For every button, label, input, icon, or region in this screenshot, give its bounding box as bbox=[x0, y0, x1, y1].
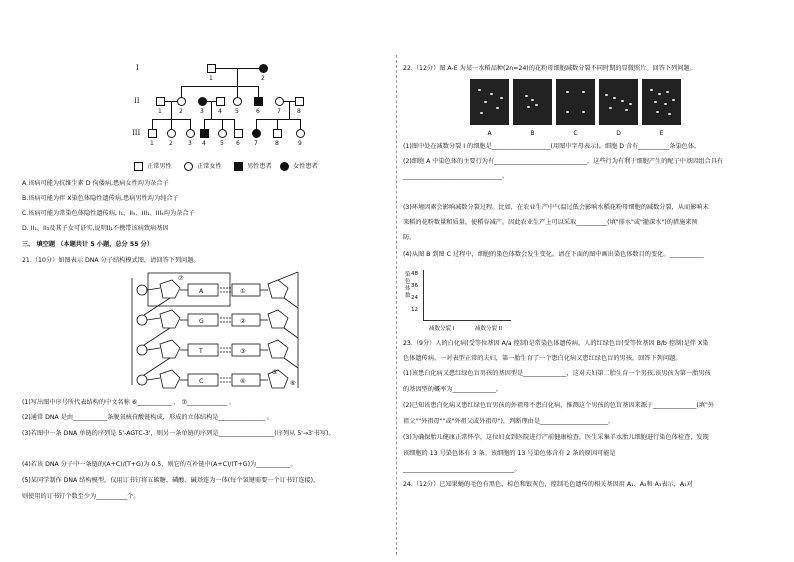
drop-line bbox=[300, 119, 301, 129]
q22-line: (2)细胞 A 中染色体的主要行为有______________________________，这些行为有利于细胞产生的配子中基因组合具有 bbox=[403, 158, 724, 165]
individual-number: 5 bbox=[220, 140, 224, 147]
normal-female-symbol bbox=[218, 129, 227, 138]
q23-line: (1)该患白化病又患红绿色盲男孩的基因型是______________，这对夫妇第二胎生育一个男孩,该男孩为第一胎男孩 bbox=[403, 370, 711, 377]
micrograph-label: D bbox=[616, 130, 621, 137]
drop-line bbox=[204, 119, 205, 129]
affected-female-symbol bbox=[252, 129, 261, 138]
descent-line bbox=[289, 101, 290, 119]
individual-number: 2 bbox=[261, 75, 265, 82]
sibship-line bbox=[181, 86, 259, 87]
affected-male-symbol bbox=[200, 129, 209, 138]
normal-female-symbol bbox=[177, 97, 186, 106]
section-heading: 三、 填空题 （本题共计 5 小题，总分 55 分） bbox=[22, 241, 154, 248]
option-a: A.该病可能为抗维生素 D 佝偻病,患病女性均为杂合子 bbox=[22, 180, 169, 187]
q21-line: (2)通常 DNA 是由___________条脱氧核苷酸链构成，形成的立体结构是_______________ 。 bbox=[22, 414, 274, 421]
normal-female-symbol bbox=[233, 97, 242, 106]
x-axis bbox=[423, 320, 511, 321]
descent-line bbox=[211, 101, 212, 119]
affected-male-symbol bbox=[254, 97, 263, 106]
sibship-line bbox=[204, 119, 234, 120]
drop-line bbox=[171, 119, 172, 129]
q23-line: 的基因型的概率为______________。 bbox=[403, 386, 502, 393]
normal-male-symbol bbox=[273, 129, 282, 138]
individual-number: 1 bbox=[209, 75, 213, 82]
normal-male-symbol bbox=[207, 64, 216, 73]
structure-number: ③ bbox=[240, 348, 246, 355]
drop-line bbox=[234, 119, 235, 129]
drop-line bbox=[237, 86, 238, 97]
chart-ylabel: 染色体数 bbox=[405, 272, 411, 299]
individual-number: 9 bbox=[298, 140, 302, 147]
descent-line bbox=[237, 68, 238, 86]
normal-male-symbol bbox=[216, 97, 225, 106]
y-axis bbox=[423, 270, 424, 320]
individual-number: 6 bbox=[236, 140, 240, 147]
generation-label: I bbox=[136, 64, 139, 72]
micrograph-label: A bbox=[487, 130, 492, 137]
base-label: T bbox=[199, 348, 203, 355]
dna-structure-diagram bbox=[120, 270, 320, 395]
legend-label: 男性患者 bbox=[247, 163, 272, 170]
individual-number: 4 bbox=[202, 140, 206, 147]
drop-line bbox=[258, 86, 259, 97]
drop-line bbox=[181, 86, 182, 97]
q22-line: (1)图中处在减数分裂 I 的细胞是___________________(用图中字母表示)。细胞 D 含有__________条染色体。 bbox=[403, 143, 701, 150]
q21-line: (1)写出图中序号所代表结构的中文名称 ⑥___________ 、 ⑦_____________ 。 bbox=[22, 399, 236, 406]
affected-male-symbol bbox=[234, 162, 243, 171]
option-d: D. II₁、II₃及其子女可证实,说明II₁不携带该病致病基因 bbox=[22, 225, 169, 232]
normal-female-symbol bbox=[184, 162, 193, 171]
q23-line: (3)为确保胎儿健康正常怀孕，这位妇女到医院进行产前健康检查，医生采集羊水胎儿细胞进行染色体检查，发现 bbox=[403, 434, 709, 441]
q22-line: (4)从图 B 到图 C 过程中，细胞的染色体数会发生变化。请在下面的图中画出染色体数目的变化。___________ bbox=[403, 251, 704, 258]
individual-number: 1 bbox=[150, 140, 154, 147]
normal-female-symbol bbox=[167, 129, 176, 138]
drop-line bbox=[152, 119, 153, 129]
micrograph-photo bbox=[599, 79, 638, 125]
structure-number: ⑦ bbox=[178, 275, 184, 282]
q22-line: ________________________________。 bbox=[403, 173, 509, 180]
micrograph-label: C bbox=[573, 130, 578, 137]
normal-male-symbol bbox=[295, 97, 304, 106]
structure-number: ⑤ bbox=[272, 369, 278, 376]
q24-line: 24.（12分）已知果蝇的毛色有黑色、棕色和银灰色，控制毛色遗传的相关基因用 A₁、A₂和 A₃表示，A₁对 bbox=[403, 481, 693, 488]
q23-line: 祖父""外祖母""或"外祖父或外祖母")，判断理由是______________________。 bbox=[403, 418, 615, 425]
affected-female-symbol bbox=[198, 97, 207, 106]
affected-female-symbol bbox=[280, 162, 289, 171]
sibship-line bbox=[256, 119, 300, 120]
generation-label: III bbox=[132, 129, 141, 137]
q22-line: (3)环境因素会影响减数分裂过程。比如，在农业生产中气温过低会影响水稻花粉母细胞的减数分裂，从而影响未 bbox=[403, 204, 709, 211]
micrograph-label: B bbox=[530, 130, 535, 137]
structure-number: ① bbox=[240, 288, 246, 295]
option-b: B.该病可能为伴 X染色体隐性遗传病,患病男性均为纯合子 bbox=[22, 195, 179, 202]
micrograph-photo bbox=[470, 79, 509, 125]
individual-number: 3 bbox=[188, 140, 192, 147]
q21-line: 则使用的订书钉个数至少为__________个。 bbox=[22, 493, 140, 500]
x-axis-label: 减数分裂 I bbox=[429, 326, 455, 332]
base-label: C bbox=[199, 378, 204, 385]
base-label: G bbox=[199, 318, 204, 325]
normal-female-symbol bbox=[296, 129, 305, 138]
normal-male-symbol bbox=[134, 162, 143, 171]
y-tick-label: 48 bbox=[411, 271, 418, 277]
q21-line: (4)若该 DNA 分子中一条链的(A+C)/(T+G)为 0.5，则它的互补链中(A+C)/(T+G)为___________。 bbox=[22, 461, 297, 468]
q23-line: 该细胞的 13 号染色体有 3 条。该细胞的 13 号染色体含有 2 条的原因可能是 bbox=[403, 450, 616, 457]
q21-line: (5)某同学制作 DNA 结构模型，仅用订书钉将五碳糖、磷酸、碱基连为一体(每个氢键需要一个订书钉连接)， bbox=[22, 477, 320, 484]
legend-label: 正常男性 bbox=[147, 163, 172, 170]
drop-line bbox=[256, 119, 257, 129]
x-axis-label: 减数分裂 II bbox=[475, 326, 502, 332]
q21-line: (3)若图中一条 DNA 单链的序列是 5'-AGTC-3'，则另一条单链的序列是__________________(序列从 5'→3'书写)。 bbox=[22, 430, 335, 437]
generation-label: II bbox=[134, 97, 140, 105]
legend-label: 女性患者 bbox=[293, 163, 318, 170]
q23-line: 色体遗传病。一对表型正常的夫妇，第一胎生育了一个患白化病又患红绿色盲的男孩。回答下列问题。 bbox=[403, 355, 682, 362]
individual-number: 7 bbox=[277, 108, 281, 115]
drop-line bbox=[222, 119, 223, 129]
individual-number: 7 bbox=[254, 140, 258, 147]
micrograph-photo bbox=[642, 79, 681, 125]
y-tick-label: 36 bbox=[411, 283, 418, 289]
micrograph-photo bbox=[513, 79, 552, 125]
individual-number: 2 bbox=[179, 108, 183, 115]
normal-female-symbol bbox=[186, 129, 195, 138]
y-tick-label: 12 bbox=[411, 307, 418, 313]
q21-intro: 21.（10分）如图表示 DNA 分子结构模式图，请回答下列问题。 bbox=[22, 257, 200, 264]
base-label: A bbox=[199, 288, 204, 295]
structure-number: ⑥ bbox=[290, 380, 296, 387]
option-c: C.该病可能为常染色体隐性遗传病, I₁、II₅、III₁、III₄均为杂合子 bbox=[22, 210, 195, 217]
drop-line bbox=[190, 119, 191, 129]
q23-line: ____________________________________。 bbox=[403, 466, 521, 473]
legend-label: 正常女性 bbox=[197, 163, 222, 170]
micrograph-photo bbox=[556, 79, 595, 125]
normal-male-symbol bbox=[156, 97, 165, 106]
q22-line: 来稻的花粉数量和质量，使稻谷减产。因此农业生产上可以采取__________(填"排水"或"灌深水")的措施来预 bbox=[403, 219, 698, 226]
micrograph-label: E bbox=[659, 130, 664, 137]
structure-number: ② bbox=[240, 318, 246, 325]
individual-number: 4 bbox=[218, 108, 222, 115]
descent-line bbox=[171, 101, 172, 119]
drop-line bbox=[277, 119, 278, 129]
normal-female-symbol bbox=[275, 97, 284, 106]
affected-female-symbol bbox=[259, 64, 268, 73]
q23-line: (2)已知该患白化病又患红绿色盲男孩的外祖母不患白化病，推测这个男孩的色盲基因来源于______________(填"外 bbox=[403, 402, 715, 409]
q22-intro: 22.（12分）图 A-E 为某一水稻品种(2n=24)的花粉母细胞减数分裂不同时期的显微照片。回答下列问题。 bbox=[403, 65, 696, 72]
individual-number: 8 bbox=[297, 108, 301, 115]
individual-number: 2 bbox=[169, 140, 173, 147]
q22-line: 防。 bbox=[403, 234, 416, 241]
structure-number: ④ bbox=[240, 378, 246, 385]
q23-line: 23.（9分）人的白化病(受等位基因 A/a 控制)是常染色体遗传病，人的红绿色盲(受等位基因 B/b 控制)是伴 X染 bbox=[403, 340, 709, 347]
individual-number: 8 bbox=[275, 140, 279, 147]
normal-male-symbol bbox=[234, 129, 243, 138]
individual-number: 5 bbox=[235, 108, 239, 115]
y-tick-label: 24 bbox=[411, 295, 418, 301]
individual-number: 1 bbox=[158, 108, 162, 115]
right-column bbox=[397, 0, 794, 562]
individual-number: 3 bbox=[200, 108, 204, 115]
individual-number: 6 bbox=[256, 108, 260, 115]
normal-male-symbol bbox=[148, 129, 157, 138]
